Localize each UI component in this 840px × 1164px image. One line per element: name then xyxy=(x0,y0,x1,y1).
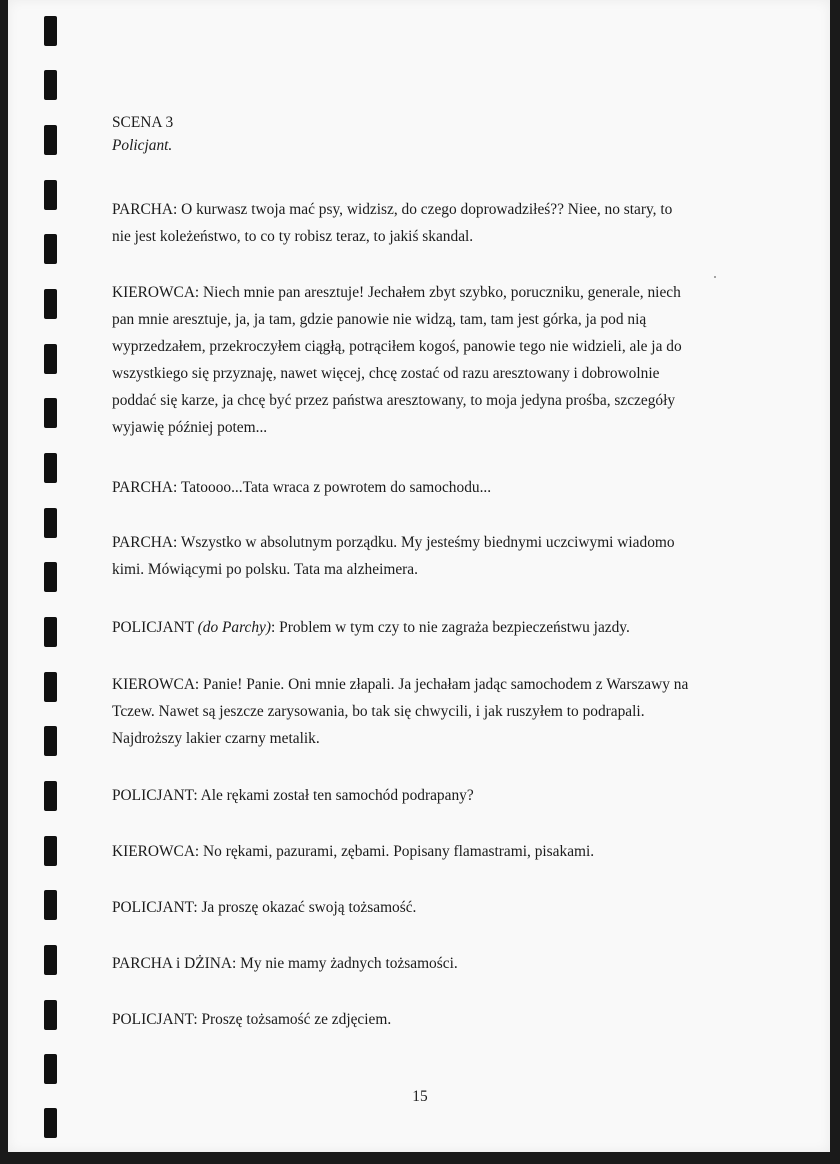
dialogue-line: PARCHA: O kurwasz twoja mać psy, widzisz, do czego doprowadziłeś?? Niee, no stary, to xyxy=(112,201,673,218)
dialogue-line: Najdroższy lakier czarny metalik. xyxy=(112,730,320,747)
binding-hole xyxy=(44,398,57,428)
dialogue-line-with-direction xyxy=(112,618,630,638)
binding-hole xyxy=(44,945,57,975)
speaker-name: POLICJANT xyxy=(112,619,198,636)
binding-hole xyxy=(44,1108,57,1138)
scan-speck xyxy=(714,276,716,278)
binding-holes xyxy=(44,0,60,1152)
dialogue-line: PARCHA i DŻINA: My nie mamy żadnych tożsamości. xyxy=(112,955,458,972)
binding-hole xyxy=(44,781,57,811)
binding-hole xyxy=(44,726,57,756)
binding-hole xyxy=(44,125,57,155)
dialogue-line: wszystkiego się przyznaję, nawet więcej, chcę zostać od razu aresztowany i dobrowolnie xyxy=(112,365,660,382)
dialogue-line: pan mnie aresztuje, ja, ja tam, gdzie panowie nie widzą, tam, tam jest górka, ja pod nią xyxy=(112,311,647,328)
binding-hole xyxy=(44,180,57,210)
dialogue-line: KIEROWCA: Panie! Panie. Oni mnie złapali. Ja jechałam jadąc samochodem z Warszawy na xyxy=(112,676,689,693)
dialogue-line: kimi. Mówiącymi po polsku. Tata ma alzheimera. xyxy=(112,561,418,578)
stage-direction: (do Parchy) xyxy=(197,619,272,636)
binding-hole xyxy=(44,508,57,538)
binding-hole xyxy=(44,617,57,647)
binding-hole xyxy=(44,890,57,920)
binding-hole xyxy=(44,289,57,319)
binding-hole xyxy=(44,672,57,702)
scene-subtitle: Policjant. xyxy=(112,137,173,154)
dialogue-line: POLICJANT: Proszę tożsamość ze zdjęciem. xyxy=(112,1011,392,1028)
binding-hole xyxy=(44,562,57,592)
page-number: 15 xyxy=(412,1088,428,1105)
scene-title: SCENA 3 xyxy=(112,114,174,131)
dialogue-line: wyprzedzałem, przekroczyłem ciągłą, potrąciłem kogoś, panowie tego nie widzieli, ale ja do xyxy=(112,338,682,355)
binding-hole xyxy=(44,453,57,483)
binding-hole xyxy=(44,16,57,46)
dialogue-line: PARCHA: Tatoooo...Tata wraca z powrotem do samochodu... xyxy=(112,479,492,496)
binding-hole xyxy=(44,836,57,866)
binding-hole xyxy=(44,234,57,264)
dialogue-line: nie jest koleżeństwo, to co ty robisz teraz, to jakiś skandal. xyxy=(112,228,474,245)
dialogue-line: POLICJANT: Ale rękami został ten samochód podrapany? xyxy=(112,787,474,804)
dialogue-line: wyjawię później potem... xyxy=(112,419,268,436)
binding-hole xyxy=(44,1000,57,1030)
dialogue-line: Tczew. Nawet są jeszcze zarysowania, bo tak się chwycili, i jak ruszyłem to podrapali. xyxy=(112,703,645,720)
dialogue-line: KIEROWCA: Niech mnie pan aresztuje! Jechałem zbyt szybko, poruczniku, generale, niech xyxy=(112,284,681,301)
binding-hole xyxy=(44,70,57,100)
binding-hole xyxy=(44,344,57,374)
dialogue-line: KIEROWCA: No rękami, pazurami, zębami. Popisany flamastrami, pisakami. xyxy=(112,843,595,860)
dialogue-line: PARCHA: Wszystko w absolutnym porządku. My jesteśmy biednymi uczciwymi wiadomo xyxy=(112,534,675,551)
dialogue-line: POLICJANT: Ja proszę okazać swoją tożsamość. xyxy=(112,899,417,916)
dialogue-text: : Problem w tym czy to nie zagraża bezpieczeństwu jazdy. xyxy=(271,619,630,636)
binding-hole xyxy=(44,1054,57,1084)
dialogue-line: poddać się karze, ja chcę być przez państwa aresztowany, to moja jedyna prośba, szczegóły xyxy=(112,392,676,409)
